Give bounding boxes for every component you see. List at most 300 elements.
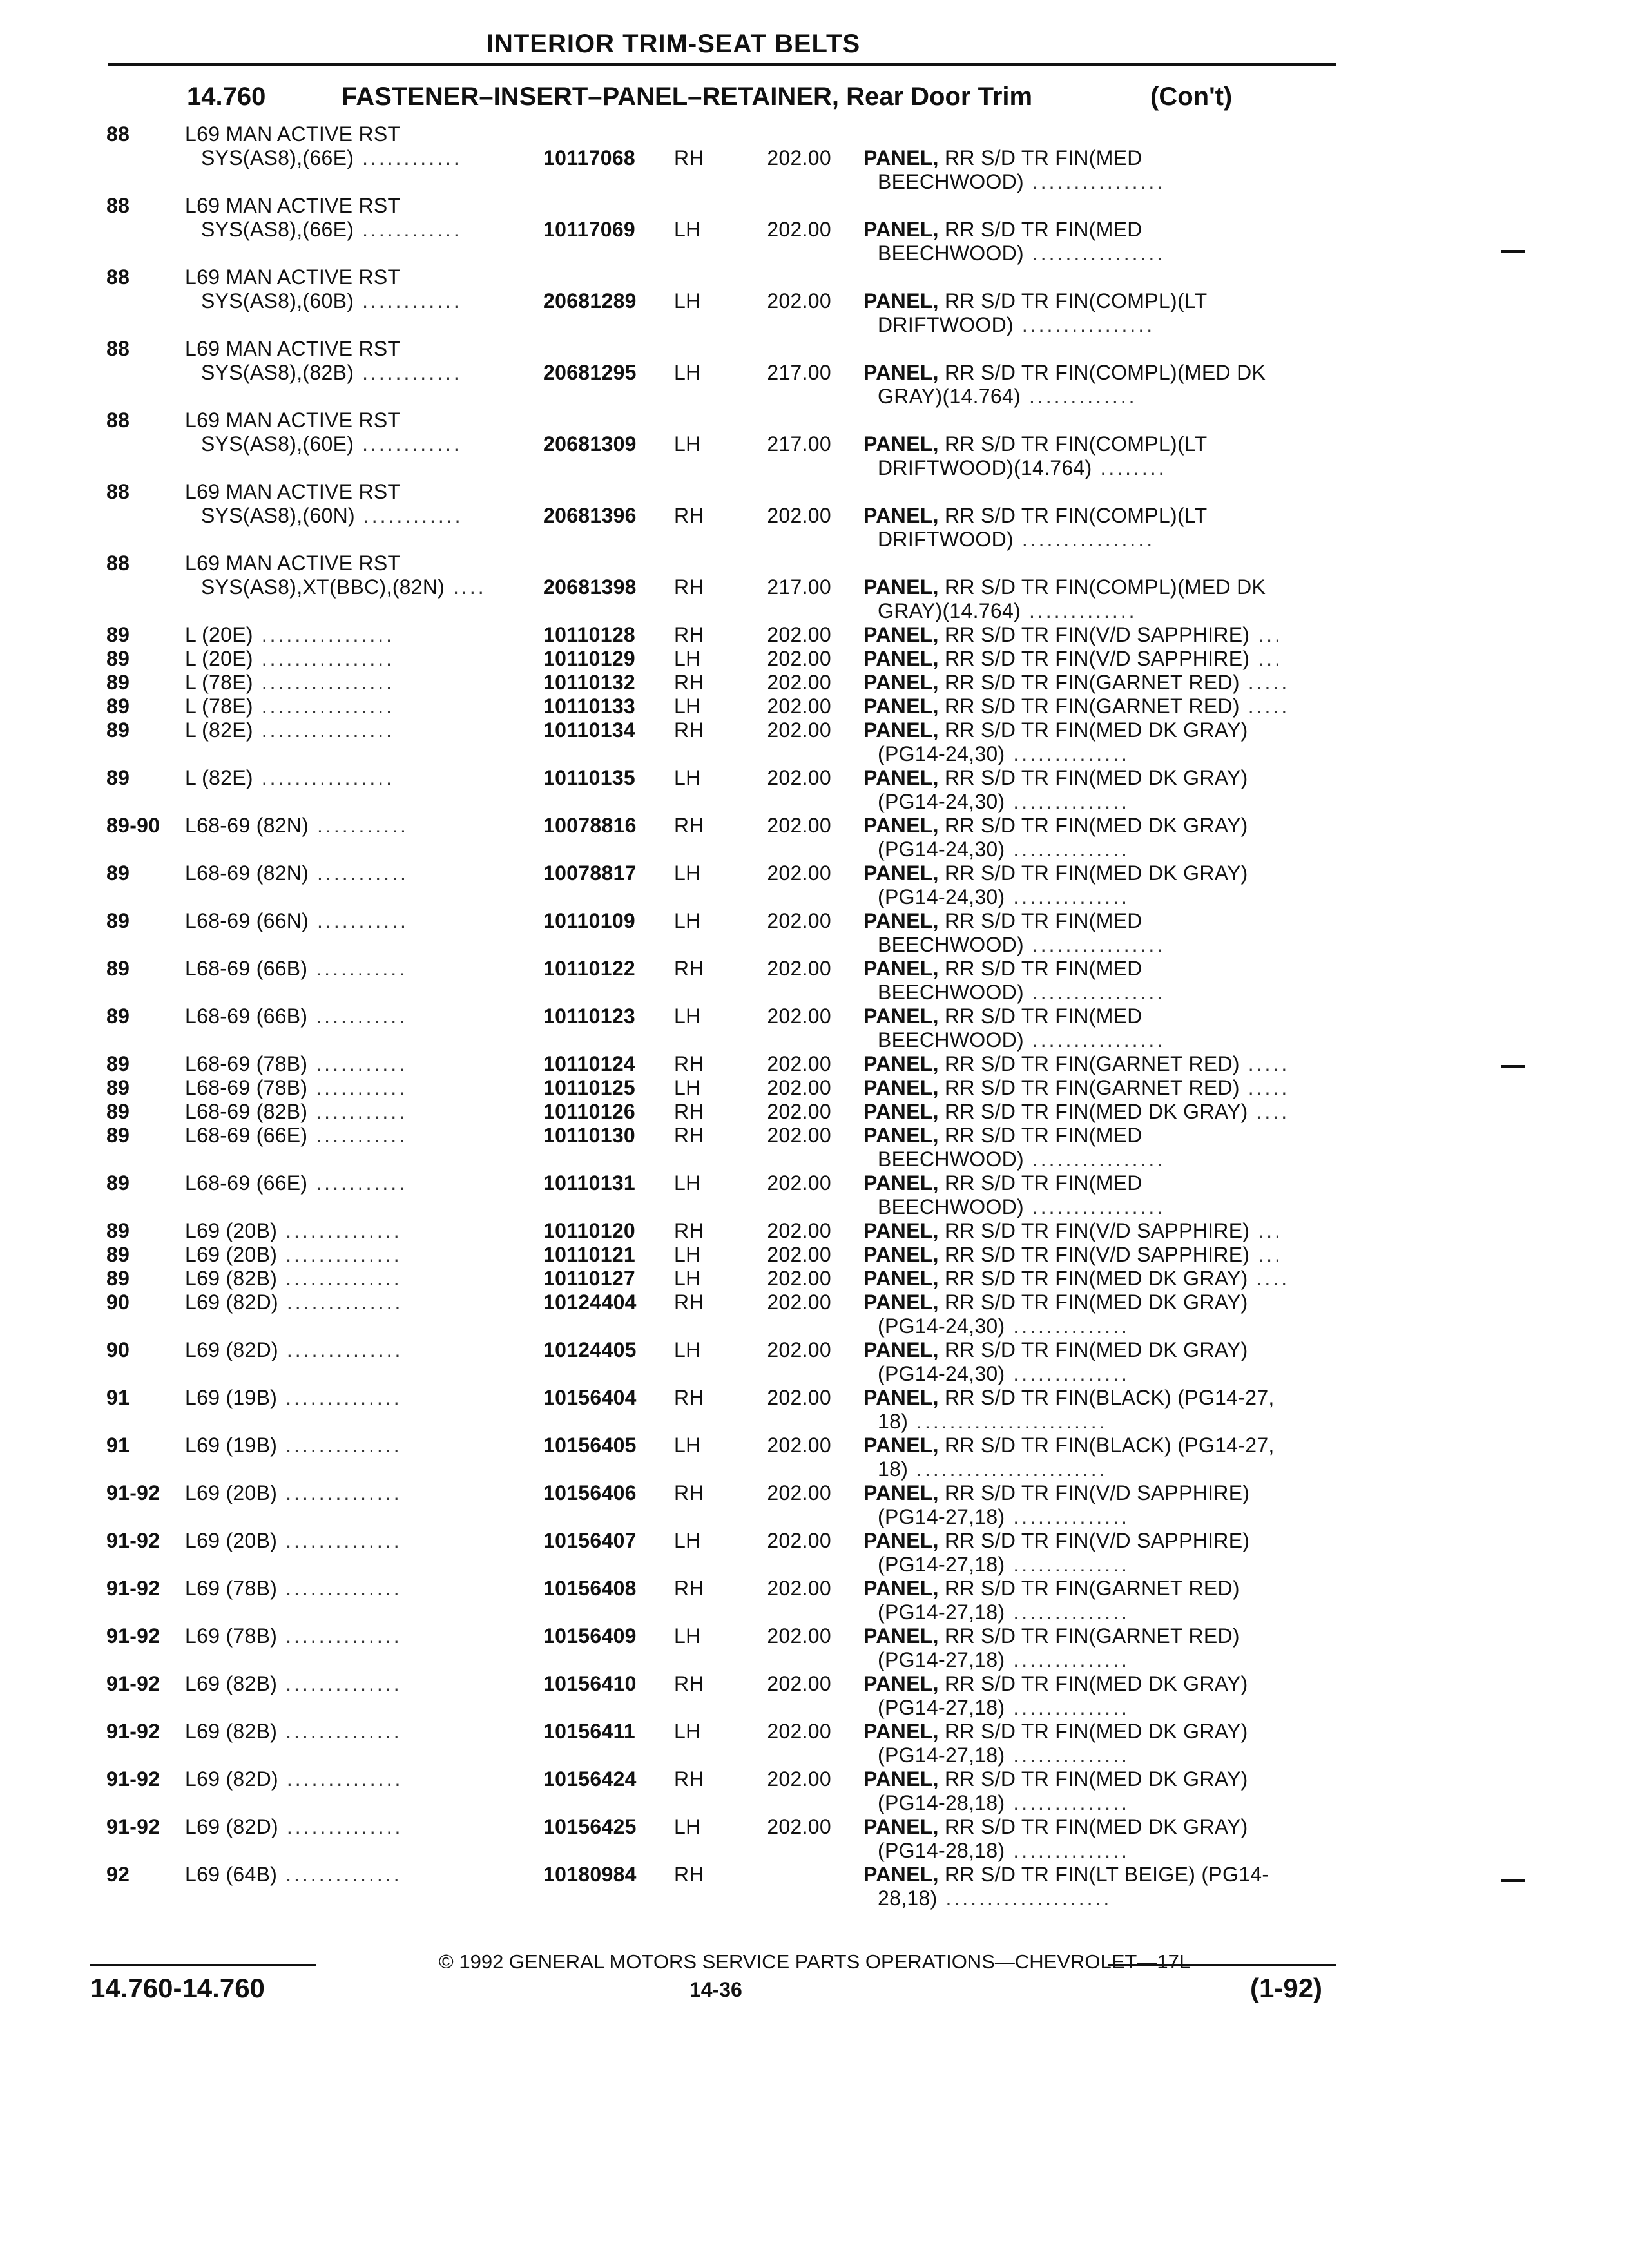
description-keyword: PANEL, bbox=[863, 1624, 939, 1648]
description-text: RR S/D TR FIN(COMPL)(MED DK bbox=[944, 361, 1266, 384]
description-text: RR S/D TR FIN(GARNET RED) bbox=[944, 695, 1240, 718]
side: LH bbox=[674, 1529, 701, 1552]
part-number: 10078816 bbox=[543, 814, 637, 837]
section-title bbox=[0, 82, 1629, 119]
table-row bbox=[0, 1386, 1629, 1434]
description-keyword: PANEL, bbox=[863, 1267, 939, 1290]
leader-dots: .............. bbox=[1005, 742, 1130, 765]
leader-dots: ................ bbox=[253, 671, 394, 694]
description-text: RR S/D TR FIN(MED DK GRAY) bbox=[944, 1100, 1248, 1123]
model-year: 89 bbox=[106, 623, 130, 646]
side: LH bbox=[674, 766, 701, 789]
part-description bbox=[863, 647, 1327, 671]
table-row bbox=[0, 1052, 1629, 1076]
part-description bbox=[863, 671, 1327, 695]
description-keyword: PANEL, bbox=[863, 695, 939, 718]
model-code-line: L (20E) bbox=[185, 623, 253, 646]
side: LH bbox=[674, 1243, 701, 1266]
model-code-line: L68-69 (66N) bbox=[185, 909, 309, 932]
model-code-line: L (20E) bbox=[185, 647, 253, 670]
model-code bbox=[185, 552, 487, 599]
leader-dots: ............ bbox=[354, 432, 462, 456]
part-number: 10110131 bbox=[543, 1171, 636, 1195]
description-keyword: PANEL, bbox=[863, 1815, 939, 1838]
leader-dots: ................ bbox=[253, 766, 394, 789]
part-description bbox=[863, 1720, 1327, 1767]
description-continuation bbox=[863, 1600, 1327, 1624]
description-text: RR S/D TR FIN(COMPL)(MED DK bbox=[944, 575, 1266, 599]
description-continuation-text: BEECHWOOD) bbox=[878, 1195, 1024, 1218]
description-text: RR S/D TR FIN(V/D SAPPHIRE) bbox=[944, 647, 1250, 670]
model-year: 91-92 bbox=[106, 1720, 160, 1743]
part-description bbox=[863, 1863, 1327, 1910]
description-keyword: PANEL, bbox=[863, 1100, 939, 1123]
leader-dots: .............. bbox=[1005, 1553, 1130, 1576]
leader-dots: ................ bbox=[1013, 313, 1155, 336]
description-continuation-text: (PG14-24,30) bbox=[878, 1362, 1005, 1385]
model-year: 89-90 bbox=[106, 814, 160, 837]
model-year: 91-92 bbox=[106, 1481, 160, 1504]
leader-dots: .............. bbox=[277, 1624, 402, 1648]
part-description bbox=[863, 1386, 1327, 1434]
description-keyword: PANEL, bbox=[863, 1720, 939, 1743]
table-row bbox=[0, 766, 1629, 814]
description-keyword: PANEL, bbox=[863, 1386, 939, 1409]
part-description bbox=[863, 1672, 1327, 1720]
side: RH bbox=[674, 957, 704, 980]
description-keyword: PANEL, bbox=[863, 1004, 939, 1028]
description-text: RR S/D TR FIN(MED DK GRAY) bbox=[944, 718, 1248, 742]
model-code-line: L69 (82D) bbox=[185, 1338, 278, 1361]
leader-dots: .............. bbox=[277, 1219, 402, 1242]
part-description bbox=[863, 1291, 1327, 1338]
description-keyword: PANEL, bbox=[863, 1124, 939, 1147]
table-row bbox=[0, 265, 1629, 337]
side: LH bbox=[674, 1171, 701, 1195]
quantity: 202.00 bbox=[767, 1815, 831, 1838]
table-row bbox=[0, 1124, 1629, 1171]
part-number: 10110124 bbox=[543, 1052, 636, 1075]
table-row bbox=[0, 861, 1629, 909]
part-number: 10156405 bbox=[543, 1434, 637, 1457]
description-keyword: PANEL, bbox=[863, 575, 939, 599]
model-code-continuation-text: SYS(AS8),(82B) bbox=[201, 361, 354, 384]
description-continuation-text: GRAY)(14.764) bbox=[878, 599, 1021, 622]
description-continuation-text: (PG14-27,18) bbox=[878, 1600, 1005, 1624]
model-code bbox=[185, 1124, 407, 1148]
model-year: 88 bbox=[106, 408, 130, 432]
model-code bbox=[185, 1767, 403, 1791]
description-keyword: PANEL, bbox=[863, 146, 939, 169]
description-text: RR S/D TR FIN(MED DK GRAY) bbox=[944, 861, 1248, 885]
quantity: 202.00 bbox=[767, 671, 831, 694]
model-code bbox=[185, 1052, 407, 1076]
table-row bbox=[0, 1267, 1629, 1291]
model-code bbox=[185, 957, 407, 981]
quantity: 202.00 bbox=[767, 1434, 831, 1457]
model-code bbox=[185, 1076, 407, 1100]
description-text: RR S/D TR FIN(V/D SAPPHIRE) bbox=[944, 1481, 1250, 1504]
description-text: RR S/D TR FIN(MED DK GRAY) bbox=[944, 1291, 1248, 1314]
leader-dots: ........... bbox=[307, 1004, 408, 1028]
leader-dots: ... bbox=[1249, 647, 1283, 670]
description-keyword: PANEL, bbox=[863, 718, 939, 742]
model-code-line: L68-69 (66B) bbox=[185, 1004, 308, 1028]
model-year: 89 bbox=[106, 909, 130, 932]
description-text: RR S/D TR FIN(MED bbox=[944, 1004, 1142, 1028]
part-number: 10110126 bbox=[543, 1100, 636, 1123]
section-name-main: FASTENER–INSERT–PANEL–RETAINER, bbox=[342, 82, 839, 111]
quantity: 202.00 bbox=[767, 1577, 831, 1600]
description-keyword: PANEL, bbox=[863, 1243, 939, 1266]
leader-dots: ........... bbox=[309, 909, 409, 932]
table-row bbox=[0, 1219, 1629, 1243]
model-year: 91 bbox=[106, 1434, 130, 1457]
model-code-line: L69 MAN ACTIVE RST bbox=[185, 408, 401, 432]
part-description bbox=[863, 1267, 1327, 1291]
table-row bbox=[0, 1434, 1629, 1481]
side: LH bbox=[674, 361, 701, 384]
description-continuation-text: DRIFTWOOD) bbox=[878, 528, 1014, 551]
description-continuation-text: (PG14-24,30) bbox=[878, 838, 1005, 861]
part-number: 10156406 bbox=[543, 1481, 637, 1504]
model-code bbox=[185, 1720, 402, 1744]
side: LH bbox=[674, 647, 701, 670]
quantity: 202.00 bbox=[767, 1386, 831, 1409]
description-continuation-text: 18) bbox=[878, 1457, 909, 1481]
description-text: RR S/D TR FIN(MED DK GRAY) bbox=[944, 766, 1248, 789]
description-continuation-text: BEECHWOOD) bbox=[878, 170, 1024, 193]
model-year: 89 bbox=[106, 861, 130, 885]
table-row bbox=[0, 1672, 1629, 1720]
model-year: 89 bbox=[106, 647, 130, 670]
part-number: 10124405 bbox=[543, 1338, 637, 1361]
leader-dots: ................ bbox=[253, 718, 394, 742]
model-code-line: L (82E) bbox=[185, 766, 253, 789]
description-continuation bbox=[863, 528, 1327, 552]
side: RH bbox=[674, 1672, 704, 1695]
model-code bbox=[185, 1624, 402, 1648]
description-text: RR S/D TR FIN(MED DK GRAY) bbox=[944, 814, 1248, 837]
leader-dots: ........... bbox=[307, 1052, 408, 1075]
model-code-line: L (78E) bbox=[185, 671, 253, 694]
table-row bbox=[0, 647, 1629, 671]
model-year: 89 bbox=[106, 1124, 130, 1147]
part-description bbox=[863, 1624, 1327, 1672]
model-code bbox=[185, 1481, 402, 1505]
description-continuation bbox=[863, 1791, 1327, 1815]
description-keyword: PANEL, bbox=[863, 1052, 939, 1075]
part-description bbox=[863, 1577, 1327, 1624]
description-keyword: PANEL, bbox=[863, 1076, 939, 1099]
quantity: 202.00 bbox=[767, 1291, 831, 1314]
description-continuation bbox=[863, 385, 1327, 408]
model-code bbox=[185, 1291, 403, 1314]
table-row bbox=[0, 695, 1629, 718]
model-year: 90 bbox=[106, 1338, 130, 1361]
model-code-continuation-text: SYS(AS8),(60N) bbox=[201, 504, 355, 527]
leader-dots: ....................... bbox=[908, 1457, 1108, 1481]
leader-dots: .............. bbox=[1005, 1600, 1130, 1624]
description-keyword: PANEL, bbox=[863, 1577, 939, 1600]
leader-dots: .............. bbox=[1005, 790, 1130, 813]
model-code bbox=[185, 1219, 402, 1243]
part-number: 10156410 bbox=[543, 1672, 637, 1695]
model-year: 91-92 bbox=[106, 1672, 160, 1695]
model-year: 90 bbox=[106, 1291, 130, 1314]
description-continuation-text: BEECHWOOD) bbox=[878, 1148, 1024, 1171]
description-keyword: PANEL, bbox=[863, 814, 939, 837]
leader-dots: ........... bbox=[307, 1124, 408, 1147]
model-code-line: L69 (82D) bbox=[185, 1291, 278, 1314]
side: LH bbox=[674, 1624, 701, 1648]
model-code-continuation bbox=[185, 504, 463, 528]
quantity: 202.00 bbox=[767, 1100, 831, 1123]
quantity: 202.00 bbox=[767, 1052, 831, 1075]
table-row bbox=[0, 718, 1629, 766]
description-text: RR S/D TR FIN(COMPL)(LT bbox=[944, 432, 1208, 456]
model-code-line: L68-69 (82N) bbox=[185, 861, 309, 885]
quantity: 202.00 bbox=[767, 1243, 831, 1266]
model-code bbox=[185, 1100, 407, 1124]
model-code bbox=[185, 1267, 402, 1291]
model-year: 89 bbox=[106, 957, 130, 980]
leader-dots: ... bbox=[1249, 623, 1283, 646]
table-row bbox=[0, 1815, 1629, 1863]
model-year: 89 bbox=[106, 766, 130, 789]
footer-section-range: 14.760-14.760 bbox=[90, 1973, 265, 2003]
table-row bbox=[0, 552, 1629, 623]
model-code bbox=[185, 1672, 402, 1696]
part-description bbox=[863, 1004, 1327, 1052]
part-number: 20681396 bbox=[543, 504, 637, 527]
part-description bbox=[863, 504, 1327, 552]
side: LH bbox=[674, 1076, 701, 1099]
side: LH bbox=[674, 432, 701, 456]
description-continuation bbox=[863, 933, 1327, 957]
leader-dots: ............ bbox=[354, 289, 462, 312]
leader-dots: ................ bbox=[1024, 170, 1166, 193]
model-code bbox=[185, 194, 462, 242]
description-text: RR S/D TR FIN(COMPL)(LT bbox=[944, 504, 1208, 527]
leader-dots: ............ bbox=[354, 504, 463, 527]
part-number: 10110132 bbox=[543, 671, 636, 694]
model-year: 89 bbox=[106, 1100, 130, 1123]
part-number: 10110130 bbox=[543, 1124, 636, 1147]
description-text: RR S/D TR FIN(MED bbox=[944, 909, 1142, 932]
side: LH bbox=[674, 861, 701, 885]
part-number: 10110135 bbox=[543, 766, 636, 789]
part-description bbox=[863, 766, 1327, 814]
description-continuation-text: (PG14-27,18) bbox=[878, 1696, 1005, 1719]
model-code-line: L69 (82D) bbox=[185, 1815, 278, 1838]
model-year: 89 bbox=[106, 1267, 130, 1290]
table-row bbox=[0, 623, 1629, 647]
model-code-line: L69 (20B) bbox=[185, 1219, 278, 1242]
model-year: 89 bbox=[106, 1243, 130, 1266]
side: RH bbox=[674, 1219, 704, 1242]
model-year: 89 bbox=[106, 1219, 130, 1242]
leader-dots: .............. bbox=[277, 1529, 402, 1552]
model-code-line: L69 (82B) bbox=[185, 1720, 278, 1743]
description-continuation-text: BEECHWOOD) bbox=[878, 242, 1024, 265]
leader-dots: .............. bbox=[1005, 1648, 1130, 1671]
model-year: 91-92 bbox=[106, 1815, 160, 1838]
description-continuation-text: (PG14-24,30) bbox=[878, 742, 1005, 765]
model-code bbox=[185, 1171, 407, 1195]
part-number: 10078817 bbox=[543, 861, 637, 885]
model-year: 88 bbox=[106, 194, 130, 217]
description-text: RR S/D TR FIN(MED bbox=[944, 146, 1142, 169]
description-keyword: PANEL, bbox=[863, 1863, 939, 1886]
leader-dots: .............. bbox=[1005, 838, 1130, 861]
model-code-line: L68-69 (66B) bbox=[185, 957, 308, 980]
description-text: RR S/D TR FIN(MED bbox=[944, 1124, 1142, 1147]
part-number: 10110121 bbox=[543, 1243, 636, 1266]
model-code-line: L (78E) bbox=[185, 695, 253, 718]
side: RH bbox=[674, 504, 704, 527]
side: LH bbox=[674, 1815, 701, 1838]
description-continuation bbox=[863, 742, 1327, 766]
description-keyword: PANEL, bbox=[863, 432, 939, 456]
leader-dots: .............. bbox=[1005, 1505, 1130, 1528]
part-description bbox=[863, 1052, 1327, 1076]
model-code-line: L68-69 (66E) bbox=[185, 1124, 308, 1147]
model-code-line: L69 (78B) bbox=[185, 1577, 278, 1600]
model-code-line: L69 (20B) bbox=[185, 1481, 278, 1504]
running-title: INTERIOR TRIM-SEAT BELTS bbox=[486, 30, 861, 58]
leader-dots: ... bbox=[1249, 1243, 1283, 1266]
description-text: RR S/D TR FIN(V/D SAPPHIRE) bbox=[944, 1243, 1250, 1266]
quantity: 217.00 bbox=[767, 432, 831, 456]
model-year: 88 bbox=[106, 480, 130, 503]
leader-dots: ................ bbox=[1024, 242, 1166, 265]
leader-dots: ........ bbox=[1092, 456, 1167, 479]
description-text: RR S/D TR FIN(LT BEIGE) (PG14- bbox=[944, 1863, 1269, 1886]
description-continuation bbox=[863, 1457, 1327, 1481]
quantity: 202.00 bbox=[767, 1720, 831, 1743]
quantity: 202.00 bbox=[767, 623, 831, 646]
model-code-line: L69 MAN ACTIVE RST bbox=[185, 265, 401, 289]
table-row bbox=[0, 1529, 1629, 1577]
description-continuation bbox=[863, 1553, 1327, 1577]
model-code bbox=[185, 1386, 402, 1410]
table-row bbox=[0, 1100, 1629, 1124]
leader-dots: ............ bbox=[354, 218, 462, 241]
description-continuation bbox=[863, 1362, 1327, 1386]
description-continuation bbox=[863, 1648, 1327, 1672]
part-description bbox=[863, 695, 1327, 718]
description-continuation-text: BEECHWOOD) bbox=[878, 1028, 1024, 1052]
description-continuation-text: GRAY)(14.764) bbox=[878, 385, 1021, 408]
leader-dots: .............. bbox=[277, 1434, 402, 1457]
part-description bbox=[863, 1219, 1327, 1243]
model-year: 88 bbox=[106, 122, 130, 146]
leader-dots: ..... bbox=[1239, 1052, 1290, 1075]
description-keyword: PANEL, bbox=[863, 218, 939, 241]
description-continuation-text: (PG14-27,18) bbox=[878, 1648, 1005, 1671]
model-code bbox=[185, 623, 394, 647]
table-row bbox=[0, 909, 1629, 957]
leader-dots: .............. bbox=[1005, 1791, 1130, 1814]
description-continuation bbox=[863, 456, 1327, 480]
leader-dots: ................ bbox=[253, 647, 394, 670]
model-code-line: L68-69 (82B) bbox=[185, 1100, 308, 1123]
leader-dots: .............. bbox=[278, 1767, 403, 1791]
part-number: 10156409 bbox=[543, 1624, 637, 1648]
model-code-line: L68-69 (78B) bbox=[185, 1076, 308, 1099]
part-number: 10117068 bbox=[543, 146, 636, 169]
description-text: RR S/D TR FIN(GARNET RED) bbox=[944, 1577, 1240, 1600]
side: RH bbox=[674, 1577, 704, 1600]
part-number: 10110134 bbox=[543, 718, 636, 742]
side: LH bbox=[674, 1338, 701, 1361]
description-continuation-text: (PG14-27,18) bbox=[878, 1744, 1005, 1767]
model-code bbox=[185, 337, 462, 385]
model-code-continuation bbox=[185, 289, 462, 313]
description-continuation bbox=[863, 885, 1327, 909]
description-keyword: PANEL, bbox=[863, 361, 939, 384]
description-continuation bbox=[863, 599, 1327, 623]
model-code-line: L68-69 (82N) bbox=[185, 814, 309, 837]
table-row bbox=[0, 1481, 1629, 1529]
leader-dots: ................ bbox=[1013, 528, 1155, 551]
section-number: 14.760 bbox=[187, 82, 266, 111]
quantity: 202.00 bbox=[767, 504, 831, 527]
description-continuation bbox=[863, 1148, 1327, 1171]
part-number: 10110125 bbox=[543, 1076, 636, 1099]
leader-dots: ........... bbox=[307, 1171, 408, 1195]
part-description bbox=[863, 1100, 1327, 1124]
part-number: 10110120 bbox=[543, 1219, 636, 1242]
part-description bbox=[863, 1243, 1327, 1267]
part-number: 10110133 bbox=[543, 695, 636, 718]
model-code-line: L69 MAN ACTIVE RST bbox=[185, 480, 401, 503]
footer-copyright: © 1992 GENERAL MOTORS SERVICE PARTS OPERATIONS—CHEVROLET—17L bbox=[438, 1950, 1191, 1973]
leader-dots: ............. bbox=[1021, 599, 1137, 622]
model-year: 88 bbox=[106, 265, 130, 289]
side: LH bbox=[674, 1267, 701, 1290]
leader-dots: .............. bbox=[1005, 1696, 1130, 1719]
leader-dots: .............. bbox=[278, 1291, 403, 1314]
description-text: RR S/D TR FIN(MED DK GRAY) bbox=[944, 1767, 1248, 1791]
description-text: RR S/D TR FIN(BLACK) (PG14-27, bbox=[944, 1386, 1275, 1409]
quantity: 202.00 bbox=[767, 1481, 831, 1504]
model-code-continuation-text: SYS(AS8),(60B) bbox=[201, 289, 354, 312]
description-keyword: PANEL, bbox=[863, 1767, 939, 1791]
side: RH bbox=[674, 1481, 704, 1504]
quantity: 202.00 bbox=[767, 1076, 831, 1099]
section-name bbox=[342, 82, 1032, 111]
side: LH bbox=[674, 1720, 701, 1743]
footer-page-number: 14-36 bbox=[689, 1978, 742, 2001]
quantity: 202.00 bbox=[767, 1338, 831, 1361]
part-number: 10156404 bbox=[543, 1386, 637, 1409]
part-description bbox=[863, 1124, 1327, 1171]
quantity: 202.00 bbox=[767, 218, 831, 241]
description-text: RR S/D TR FIN(BLACK) (PG14-27, bbox=[944, 1434, 1275, 1457]
description-text: RR S/D TR FIN(V/D SAPPHIRE) bbox=[944, 1219, 1250, 1242]
description-continuation bbox=[863, 1028, 1327, 1052]
description-keyword: PANEL, bbox=[863, 647, 939, 670]
table-row bbox=[0, 1004, 1629, 1052]
description-keyword: PANEL, bbox=[863, 1171, 939, 1195]
quantity: 202.00 bbox=[767, 1624, 831, 1648]
model-code bbox=[185, 1577, 402, 1600]
part-description bbox=[863, 1815, 1327, 1863]
description-continuation-text: (PG14-27,18) bbox=[878, 1505, 1005, 1528]
description-keyword: PANEL, bbox=[863, 861, 939, 885]
